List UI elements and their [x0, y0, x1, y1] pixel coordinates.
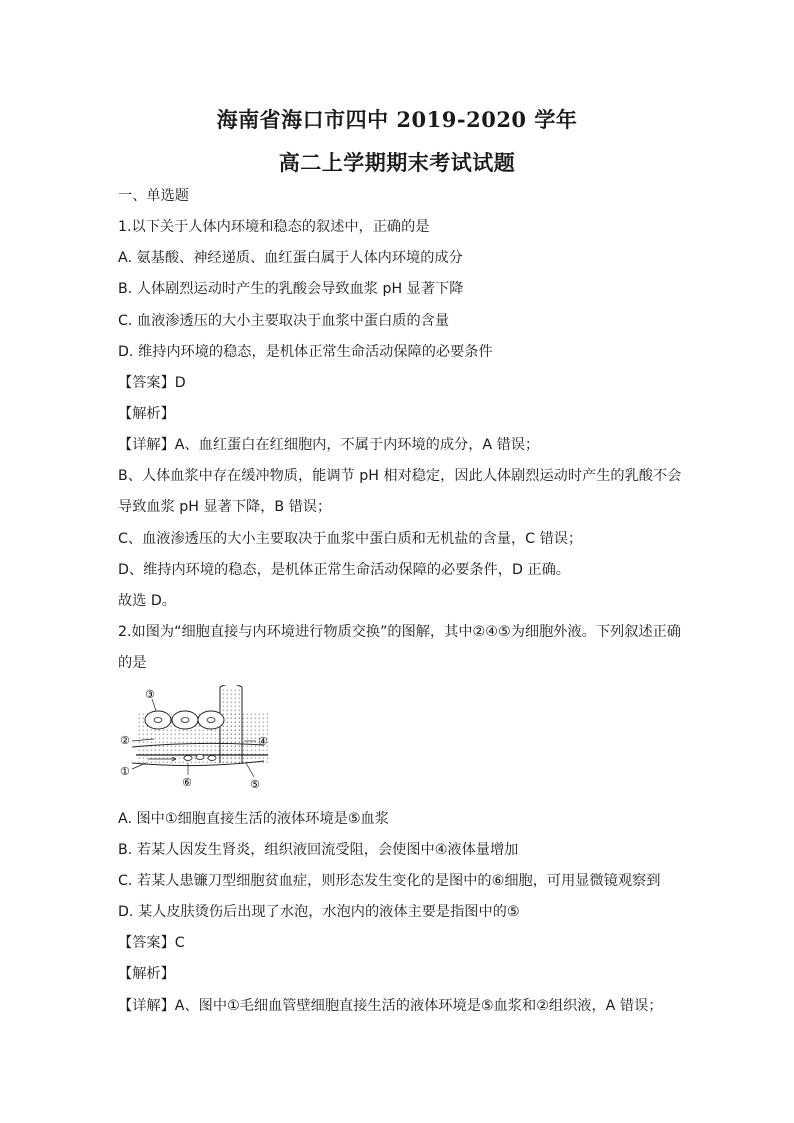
lymph-vessel: [222, 689, 240, 763]
q2-option-d: D. 某人皮肤烫伤后出现了水泡，水泡内的液体主要是指图中的⑤: [118, 904, 520, 920]
document-title-line1: 海南省海口市四中 2019-2020 学年: [216, 107, 578, 132]
q2-option-b: B. 若某人因发生肾炎，组织液回流受阻，会使图中④液体量增加: [118, 842, 519, 858]
blood-cell: [196, 755, 204, 760]
q2-stem-line1: 2.如图为“细胞直接与内环境进行物质交换”的图解，其中②④⑤为细胞外液。下列叙述正确: [118, 624, 681, 640]
tissue-cell: [145, 711, 171, 729]
diagram-label: ④: [258, 735, 268, 748]
q1-analysis-line: B、人体血浆中存在缓冲物质，能调节 pH 相对稳定，因此人体剧烈运动时产生的乳酸不会: [118, 468, 682, 484]
diagram-label: ②: [120, 734, 130, 747]
blood-cell: [208, 756, 216, 761]
tissue-cell: [198, 711, 224, 729]
q2-analysis-label: 【解析】: [118, 966, 175, 982]
document-title-line2: 高二上学期期末考试试题: [278, 150, 516, 175]
q1-analysis-line: C、血液渗透压的大小主要取决于血浆中蛋白质和无机盐的含量，C 错误；: [118, 531, 583, 547]
q1-option-c: C. 血液渗透压的大小主要取决于血浆中蛋白质的含量: [118, 313, 450, 329]
q1-analysis-line: 【详解】A、血红蛋白在红细胞内，不属于内环境的成分，A 错误；: [118, 437, 540, 453]
q2-analysis-line: 【详解】A、图中①毛细血管壁细胞直接生活的液体环境是⑤血浆和②组织液，A 错误；: [118, 998, 663, 1014]
tissue-cell: [172, 711, 198, 729]
blood-cell: [184, 756, 192, 761]
q1-answer: 【答案】D: [118, 375, 186, 391]
q1-option-d: D. 维持内环境的稳态，是机体正常生命活动保障的必要条件: [118, 344, 493, 360]
q1-option-b: B. 人体剧烈运动时产生的乳酸会导致血浆 pH 显著下降: [118, 281, 464, 297]
diagram-label: ③: [145, 688, 155, 701]
q1-option-a: A. 氨基酸、神经递质、血红蛋白属于人体内环境的成分: [118, 250, 463, 266]
q2-option-c: C. 若某人患镰刀型细胞贫血症，则形态发生变化的是图中的⑥细胞，可用显微镜观察到: [118, 873, 661, 889]
diagram-label: ①: [120, 765, 130, 778]
q2-option-a: A. 图中①细胞直接生活的液体环境是⑤血浆: [118, 811, 389, 827]
diagram-label: ⑤: [250, 778, 260, 791]
q1-analysis-label: 【解析】: [118, 406, 175, 422]
q2-answer: 【答案】C: [118, 935, 185, 951]
tissue-exchange-diagram: [118, 685, 280, 793]
q2-stem-line2: 的是: [118, 655, 147, 671]
q1-analysis-line: 故选 D。: [118, 593, 176, 609]
section-heading: 一、单选题: [118, 188, 189, 204]
q1-stem: 1.以下关于人体内环境和稳态的叙述中，正确的是: [118, 219, 430, 235]
q1-analysis-line: 导致血浆 pH 显著下降，B 错误；: [118, 499, 332, 515]
diagram-label: ⑥: [182, 776, 192, 789]
q1-analysis-line: D、维持内环境的稳态，是机体正常生命活动保障的必要条件，D 正确。: [118, 562, 570, 578]
